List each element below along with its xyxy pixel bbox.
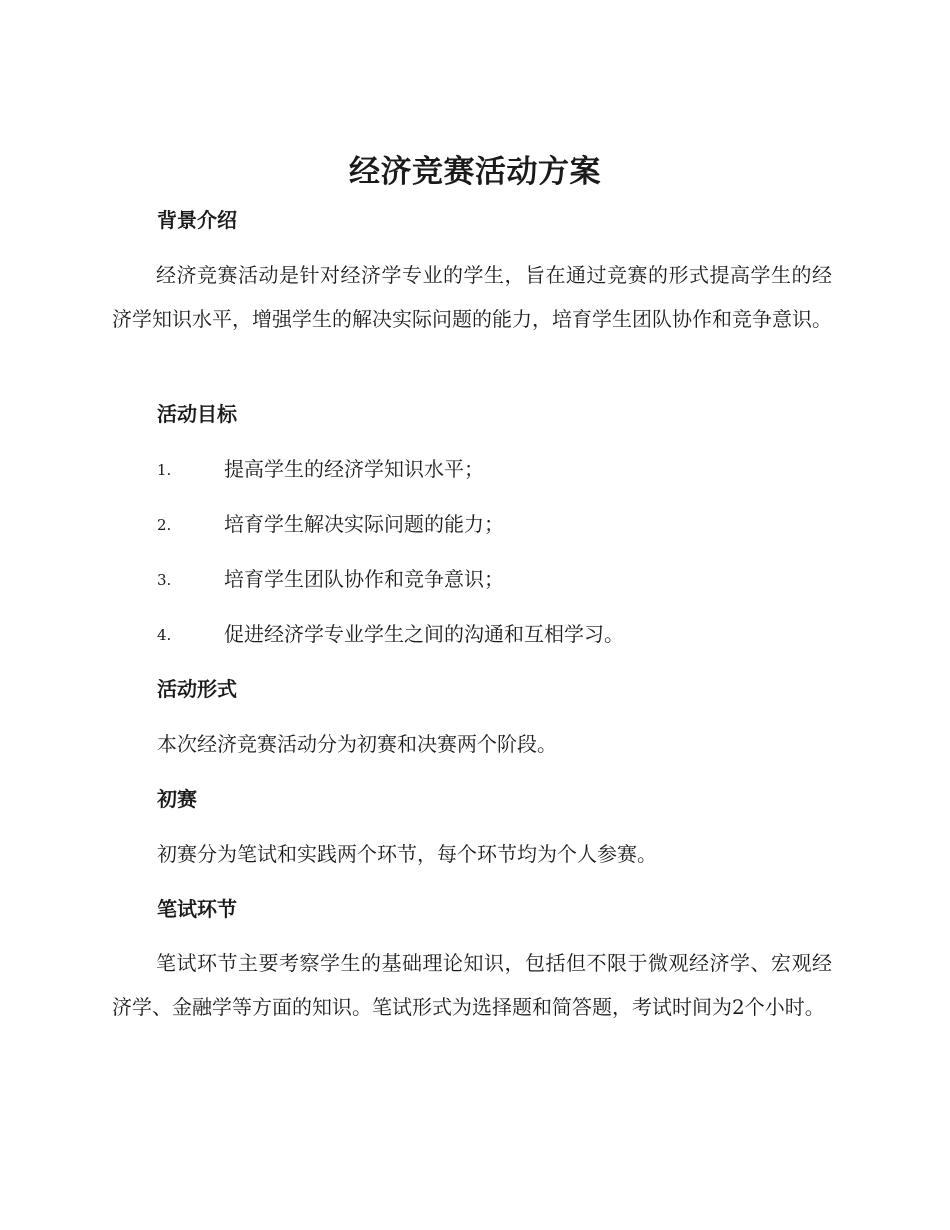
list-item-number: 2. — [157, 516, 172, 534]
heading-written: 笔试环节 — [157, 897, 237, 921]
heading-background: 背景介绍 — [157, 208, 237, 232]
document-title: 经济竞赛活动方案 — [349, 154, 601, 190]
paragraph-written: 笔试环节主要考察学生的基础理论知识，包括但不限于微观经济学、宏观经济学、金融学等方面的知识。笔试形式为选择题和简答题，考试时间为2个小时。 — [112, 951, 832, 1019]
list-item-text: 培育学生解决实际问题的能力； — [224, 512, 504, 536]
list-item-number: 3. — [157, 571, 172, 589]
paragraph-background: 经济竞赛活动是针对经济学专业的学生，旨在通过竞赛的形式提高学生的经济学知识水平，增强学生的解决实际问题的能力，培育学生团队协作和竞争意识。 — [112, 263, 832, 331]
heading-format: 活动形式 — [157, 677, 237, 701]
list-item-number: 4. — [157, 626, 172, 644]
list-item-number: 1. — [157, 461, 172, 479]
list-item-text: 培育学生团队协作和竞争意识； — [224, 567, 504, 591]
list-item-text: 促进经济学专业学生之间的沟通和互相学习。 — [224, 622, 624, 646]
heading-goals: 活动目标 — [157, 402, 237, 426]
paragraph-format: 本次经济竞赛活动分为初赛和决赛两个阶段。 — [157, 732, 557, 756]
list-item-text: 提高学生的经济学知识水平； — [224, 457, 484, 481]
paragraph-prelim: 初赛分为笔试和实践两个环节，每个环节均为个人参赛。 — [157, 842, 657, 866]
heading-prelim: 初赛 — [157, 787, 197, 811]
